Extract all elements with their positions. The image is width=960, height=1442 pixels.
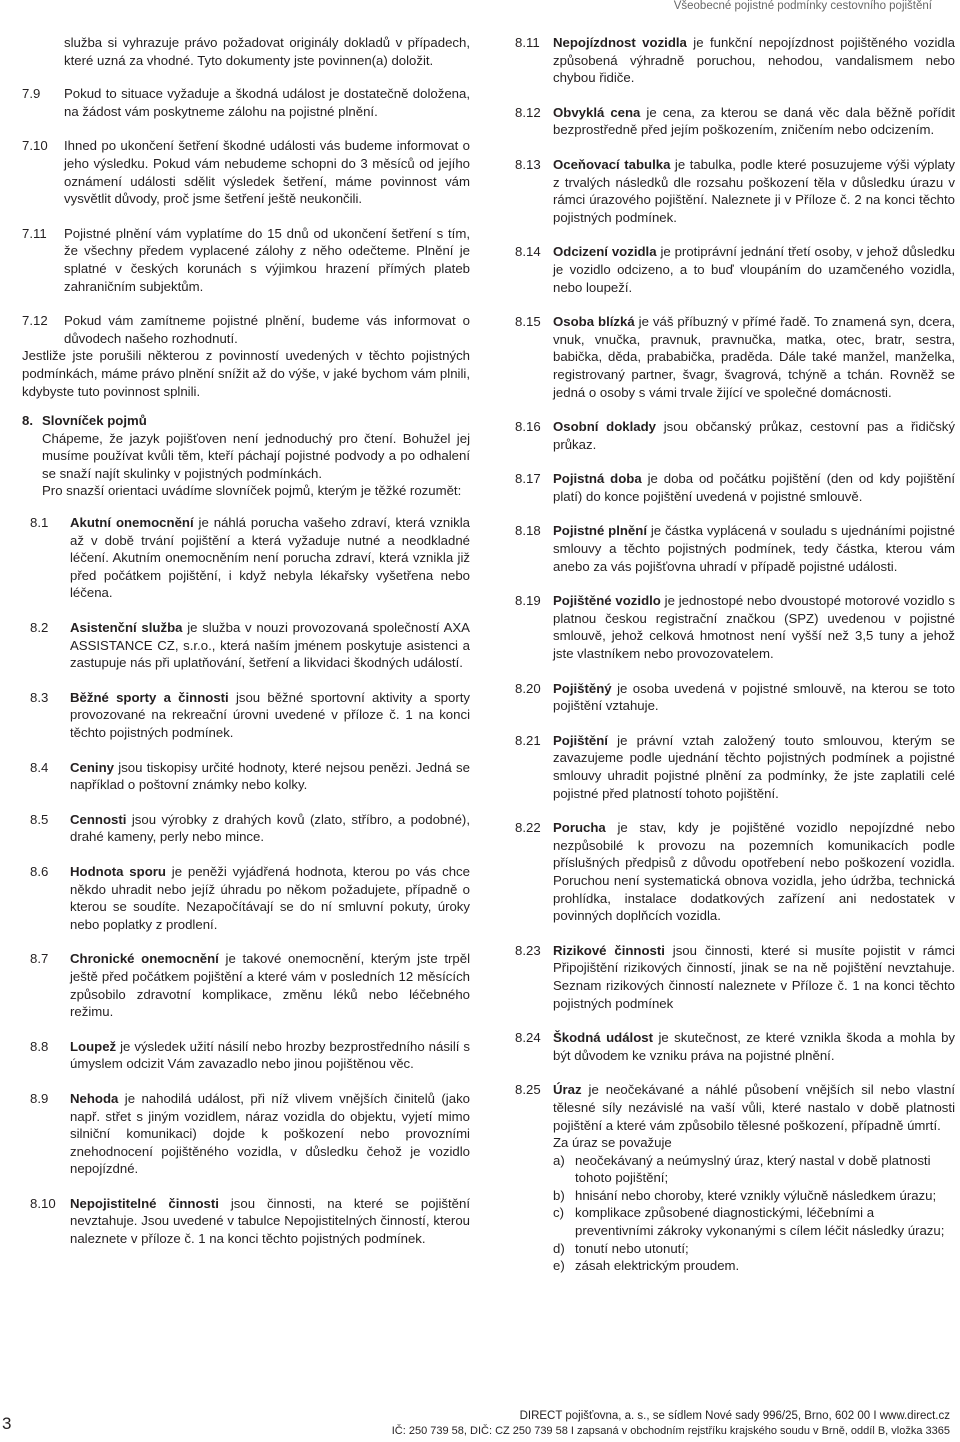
entry-text: je takové onemocnění, kterým jste trpěl ještě před počátkem pojištění a které vám v posledních 12 měsících způsobilo zdravotní komplikace, změnu léků nebo léčebného režimu.	[70, 951, 470, 1020]
entry-term: Cennosti	[70, 811, 127, 827]
entry-text: je cena, za kterou se daná věc dala běžně pořídit bezprostředně před jejím poškozením, zničením nebo odcizením.	[553, 104, 956, 138]
entry-number: 8.19	[515, 593, 541, 609]
glossary-entry	[22, 759, 470, 794]
injury-item-label: a)	[553, 1152, 565, 1168]
glossary-entry	[515, 470, 955, 505]
glossary-items-right	[515, 34, 955, 1134]
injury-item-text: neočekávaný a neúmyslný úraz, který nastal v době platnosti tohoto pojištění;	[575, 1152, 931, 1186]
glossary-entry	[515, 243, 955, 296]
glossary-entry	[22, 1195, 470, 1248]
injury-item-text: tonutí nebo utonutí;	[575, 1240, 689, 1256]
entry-text: Pokud vám zamítneme pojistné plnění, budeme vás informovat o důvodech našeho rozhodnutí.	[64, 313, 470, 346]
entry-text: je neočekávané a náhlé působení vnějších sil nebo vlastní tělesné síly nezávislé na vaší vůli, které nastalo v době platnosti pojištění a které vám způsobilo tělesné poškození, případně úmrtí.	[553, 1082, 955, 1133]
entry-number: 7.10	[22, 138, 48, 154]
entry-body	[553, 1029, 955, 1064]
glossary-entry	[22, 514, 470, 602]
entry-term: Oceňovací tabulka	[553, 156, 671, 172]
glossary-entry	[515, 732, 955, 802]
glossary-entry	[515, 680, 955, 715]
entry-number: 8.10	[30, 1195, 56, 1211]
entry-body	[70, 1090, 470, 1178]
entry-term: Pojistné plnění	[553, 523, 647, 539]
glossary-entry	[515, 1081, 955, 1134]
entry-text: Ihned po ukončení šetření škodné události vás budeme informovat o jeho výsledku. Pokud vám nebudeme schopni do 3 měsíců od jejího oznámení události sdělit výsledek šetření, máme povinnost vám vysvětlit důvody, proč jsme šetření ještě neukončili.	[64, 138, 470, 207]
right-column	[515, 34, 955, 1275]
claim-clause	[22, 85, 470, 120]
entry-term: Škodná událost	[553, 1030, 653, 1046]
glossary-entry	[22, 950, 470, 1020]
section-8-number: 8.	[22, 413, 33, 429]
entry-number: 8.7	[30, 951, 49, 967]
entry-body	[553, 34, 955, 87]
entry-number: 8.1	[30, 515, 49, 531]
entry-body	[553, 819, 955, 925]
glossary-entry	[515, 522, 955, 575]
entry-term: Hodnota sporu	[70, 863, 166, 879]
entry-term: Loupež	[70, 1038, 117, 1054]
entry-body	[553, 418, 955, 453]
entry-term: Úraz	[553, 1082, 582, 1098]
injury-item-label: e)	[553, 1258, 565, 1274]
entry-body	[553, 942, 955, 1012]
left-column	[22, 34, 470, 1265]
entry-number: 8.24	[515, 1030, 541, 1046]
entry-term: Pojištěné vozidlo	[553, 593, 661, 609]
entry-number: 8.4	[30, 759, 49, 775]
entry-body	[70, 689, 470, 742]
glossary-entry	[515, 819, 955, 925]
entry-text: je služba v nouzi provozovaná společností AXA ASSISTANCE CZ, s.r.o., která naším jménem poskytuje asistenci a zastupuje nás při uplatňování, šetření a likvidaci škodných událostí.	[70, 620, 470, 671]
glossary-intro: Chápeme, že jazyk pojišťoven není jednoduchý pro čtení. Bohužel jej musíme používat kvůli těm, kteří páchají pojistné podvody a po odhalení se snaží najít skulinky v pojistných podmínkách.	[42, 430, 470, 481]
glossary-entry	[515, 942, 955, 1012]
entry-text: je protiprávní jednání třetí osoby, v jehož důsledku je vozidlo odcizeno, a to buď vloupáním do uzamčeného vozidla, nebo loupeží.	[553, 244, 956, 295]
entry-term: Pojištěný	[553, 680, 612, 696]
entry-number: 8.13	[515, 156, 541, 172]
injury-list-item	[553, 1257, 955, 1275]
entry-number: 8.5	[30, 811, 49, 827]
glossary-entry	[515, 592, 955, 662]
section-8-title: Slovníček pojmů	[42, 413, 147, 429]
entry-number: 7.11	[22, 225, 47, 241]
injury-list	[553, 1152, 955, 1275]
glossary-entry	[515, 156, 955, 226]
footer-company-registration: IČ: 250 739 58, DIČ: CZ 250 739 58 I zapsaná v obchodním rejstříku krajského soudu v Brně, oddíl B, vložka 3365	[391, 1425, 950, 1437]
entry-text: je skutečnost, ze které vznikla škoda a mohla by být důvodem ke vzniku práva na pojistné plnění.	[553, 1030, 955, 1063]
glossary-entry	[22, 811, 470, 846]
entry-term: Akutní onemocnění	[70, 515, 194, 531]
glossary-entry	[22, 863, 470, 933]
entry-text: je funkční nepojízdnost pojištěného vozidla způsobená výhradně poruchou, nehodou, vandalismem nebo chybou řidiče.	[553, 35, 955, 86]
entry-body	[553, 680, 955, 715]
entry-term: Nepojízdnost vozidla	[553, 35, 687, 50]
entry-number: 8.11	[515, 35, 540, 50]
injury-item-label: b)	[553, 1187, 565, 1203]
glossary-entry	[515, 313, 955, 401]
entry-term: Osoba blízká	[553, 314, 635, 330]
entry-term: Ceniny	[70, 759, 114, 775]
entry-number: 8.17	[515, 471, 541, 487]
entry-text: je stav, kdy je pojištěné vozidlo nepojízdné nebo nezpůsobilé k provozu na pozemních komunikacích podle příslušných předpisů z důvodu opotřebení nebo poškození vozidla. Poruchou není systematická obnova vozidla, jeho údržba, technická prohlídka, instalace dodatkových zařízení ani nedostatek v povinných doplňcích vozidla.	[553, 820, 955, 924]
entry-body	[553, 156, 955, 226]
document-header-title: Všeobecné pojistné podmínky cestovního pojištění	[673, 0, 932, 12]
entry-text: je peněži vyjádřená hodnota, kterou po vás chce někdo uhradit nebo jejíž úhradu po někom požadujete, případně o kterou se soudíte. Nezapočítávají se do ní smluvní pokuty, úroky nebo poplatky z prodlení.	[70, 863, 470, 932]
entry-body	[553, 522, 955, 575]
injury-intro: Za úraz se považuje	[553, 1135, 672, 1151]
entry-term: Osobní doklady	[553, 419, 656, 435]
entry-body	[553, 104, 955, 139]
entry-number: 8.18	[515, 523, 541, 539]
entry-body	[553, 592, 955, 662]
entry-body	[553, 470, 955, 505]
footer-company-address: DIRECT pojišťovna, a. s., se sídlem Nové sady 996/25, Brno, 602 00 I www.direct.cz	[519, 1410, 950, 1422]
entry-number: 8.14	[515, 244, 541, 260]
entry-text: jsou běžné sportovní aktivity a sporty provozované na rekreační úrovni uvedené v příloze č. 1 na konci těchto pojistných podmínek.	[70, 689, 470, 740]
entry-number: 8.12	[515, 104, 541, 120]
entry-term: Odcizení vozidla	[553, 244, 657, 260]
injury-item-label: d)	[553, 1240, 565, 1256]
section-8-heading	[22, 412, 470, 430]
entry-number: 8.2	[30, 620, 49, 636]
entry-body	[70, 950, 470, 1020]
entry-body	[70, 619, 470, 672]
entry-text: je doba od počátku pojištění (den od kdy pojištění platí) do konce pojištění uvedená v pojistné smlouvě.	[553, 471, 955, 504]
violation-paragraph: Jestliže jste porušili některou z povinností uvedených v těchto pojistných podmínkách, máme právo plnění snížit až do výše, v jaké bychom vám plnili, kdybyste tuto povinnost splnili.	[22, 348, 470, 399]
entry-body	[553, 1081, 955, 1134]
entry-number: 8.9	[30, 1090, 49, 1106]
entry-body	[553, 732, 955, 802]
entry-number: 7.9	[22, 86, 41, 102]
entry-text: je nahodilá událost, při níž vlivem vnějších činitelů (jako např. střet s jiným vozidlem, náraz vozidla do objektu, vyjetí mimo silniční komunikaci) dojde k poškození nebo provozními znehodnocení pojištěného vozidla, v důsledku čehož je vozidlo nepojízdné.	[70, 1090, 470, 1177]
page-number: 3	[2, 1414, 12, 1433]
entry-body	[64, 85, 470, 120]
injury-item-text: hnisání nebo choroby, které vznikly výlučně následkem úrazu;	[575, 1187, 937, 1203]
entry-term: Běžné sporty a činnosti	[70, 689, 229, 705]
entry-body	[70, 514, 470, 602]
entry-text: je osoba uvedená v pojistné smlouvě, na kterou se toto pojištění vztahuje.	[553, 680, 955, 714]
entry-number: 8.6	[30, 863, 49, 879]
entry-text: je jednostopé nebo dvoustopé motorové vozidlo s platnou českou registrační značkou (SPZ) uvedenou v pojistné smlouvě, jehož celková hmotnost není vyšší než 3,5 tuny a jehož jste vlastníkem nebo provozovatelem.	[553, 593, 956, 662]
entry-text: jsou činnosti, které si musíte pojistit v rámci Připojištění rizikových činností, jinak se na ně pojištění nevztahuje. Seznam rizikových činností naleznete v Příloze č. 1 na konci těchto pojistných podmínek	[553, 942, 955, 1011]
entry-body	[553, 243, 955, 296]
entry-number: 8.3	[30, 689, 49, 705]
glossary-entry	[515, 1029, 955, 1064]
glossary-entry	[515, 104, 955, 139]
section-7-items	[22, 85, 470, 347]
injury-list-item	[553, 1187, 955, 1205]
entry-text: je váš příbuzný v přímé řadě. To znamená syn, dcera, vnuk, vnučka, pravnuk, pravnučka, matka, otec, bratr, sestra, babička, děda, prababička, praděda. Dále také manžel, manželka, registrovaný partner, švagr, švagrová, tchýně a tchán. Rovněž se jedná o osoby s vámi trvale žijící ve společné domácnosti.	[553, 314, 955, 400]
entry-body	[64, 225, 470, 295]
entry-term: Chronické onemocnění	[70, 951, 219, 967]
glossary-entry	[515, 34, 955, 87]
entry-body	[70, 863, 470, 933]
entry-term: Nehoda	[70, 1090, 119, 1106]
entry-term: Pojištění	[553, 732, 608, 748]
entry-body	[64, 312, 470, 347]
entry-body	[70, 1195, 470, 1248]
entry-body	[70, 1038, 470, 1073]
entry-term: Obvyklá cena	[553, 104, 641, 120]
injury-item-text: zásah elektrickým proudem.	[575, 1258, 740, 1274]
entry-text: jsou výrobky z drahých kovů (zlato, stříbro, a podobné), drahé kameny, perly nebo mince.	[70, 811, 470, 845]
injury-list-item	[553, 1152, 955, 1187]
entry-term: Pojistná doba	[553, 471, 642, 487]
entry-term: Rizikové činnosti	[553, 942, 665, 958]
claim-clause	[22, 137, 470, 207]
entry-number: 8.15	[515, 314, 541, 330]
entry-number: 7.12	[22, 313, 48, 329]
entry-body	[70, 759, 470, 794]
entry-text: jsou tiskopisy určité hodnoty, které nejsou penězi. Jedná se například o poštovní známky nebo kolky.	[70, 759, 470, 793]
claim-clause	[22, 312, 470, 347]
entry-number: 8.21	[515, 732, 541, 748]
entry-body	[553, 313, 955, 401]
glossary-entry	[22, 689, 470, 742]
entry-number: 8.16	[515, 419, 541, 435]
entry-term: Asistenční služba	[70, 620, 183, 636]
glossary-entry	[22, 1090, 470, 1178]
injury-item-text: komplikace způsobené diagnostickými, léčebními a preventivními zákroky vykonanými s cílem léčit následky úrazu;	[575, 1205, 945, 1239]
entry-body	[70, 811, 470, 846]
claim-clause	[22, 225, 470, 295]
entry-number: 8.20	[515, 680, 541, 696]
entry-text: jsou činnosti, na které se pojištění nevztahuje. Jsou uvedené v tabulce Nepojistitelných činností, kterou naleznete v příloze č. 1 na konci těchto pojistných podmínek.	[70, 1195, 470, 1247]
claim-documents-paragraph: služba si vyhrazuje právo požadovat originály dokladů v případech, které uzná za vhodné. Tyto dokumenty jste povinnen(a) doložit.	[64, 35, 470, 68]
entry-text: je náhlá porucha vašeho zdraví, která vznikla až v době trvání pojištění a která vyžaduje nutné a neodkladné léčení. Akutním onemocněním není porucha zdraví, která vznikla již před počátkem pojištění, i když nebyla lékařsky vyšetřena nebo léčena.	[70, 515, 471, 601]
entry-text: Pokud to situace vyžaduje a škodná událost je dostatečně doložena, na žádost vám poskytneme zálohu na pojistné plnění.	[64, 86, 470, 119]
entry-number: 8.25	[515, 1082, 541, 1098]
entry-number: 8.23	[515, 942, 541, 958]
glossary-entry	[515, 418, 955, 453]
entry-text: je částka vyplácená v souladu s ujednáními pojistné smlouvy a těchto pojistných podmínek, tedy částka, kterou vám anebo za vás pojišťovna uhradí v případě pojistné události.	[553, 523, 955, 574]
injury-item-label: c)	[553, 1205, 564, 1221]
entry-number: 8.8	[30, 1038, 49, 1054]
entry-text: je tabulka, podle které posuzujeme výši výplaty z trvalých následků dle rozsahu poškození těla v důsledku úrazu v rámci úrazového pojištění. Naleznete ji v Příloze č. 2 na konci těchto pojistných podmínek.	[553, 156, 955, 225]
glossary-intro-2: Pro snazší orientaci uvádíme slovníček pojmů, kterým je těžké rozumět:	[42, 483, 462, 499]
injury-definition-block	[515, 1134, 955, 1275]
entry-text: je výsledek užití násilí nebo hrozby bezprostředního násilí s úmyslem odcizit Vám zavazadlo nebo jinou pojištěnou věc.	[70, 1038, 470, 1072]
entry-number: 8.22	[515, 820, 541, 836]
entry-term: Porucha	[553, 820, 606, 836]
entry-text: jsou občanský průkaz, cestovní pas a řidičský průkaz.	[553, 419, 955, 452]
entry-body	[64, 137, 470, 207]
entry-text: Pojistné plnění vám vyplatíme do 15 dnů od ukončení šetření s tím, že všechny předem vyplacené zálohy z něho odečteme. Plnění je splatné v českých korunách s výjimkou hrazení přímých plateb zahraničním subjektům.	[64, 225, 470, 294]
glossary-entry	[22, 619, 470, 672]
entry-text: je právní vztah založený touto smlouvou, kterým se zavazujeme podle ujednání těchto pojistných podmínek a pojistné smlouvy uhradit pojistné plnění za podmínky, že jste zaplatili celé pojistné před platností tohoto pojištění.	[553, 732, 955, 801]
injury-list-item	[553, 1240, 955, 1258]
glossary-items-left	[22, 514, 470, 1248]
entry-term: Nepojistitelné činnosti	[70, 1195, 219, 1211]
injury-list-item	[553, 1204, 955, 1239]
glossary-entry	[22, 1038, 470, 1073]
